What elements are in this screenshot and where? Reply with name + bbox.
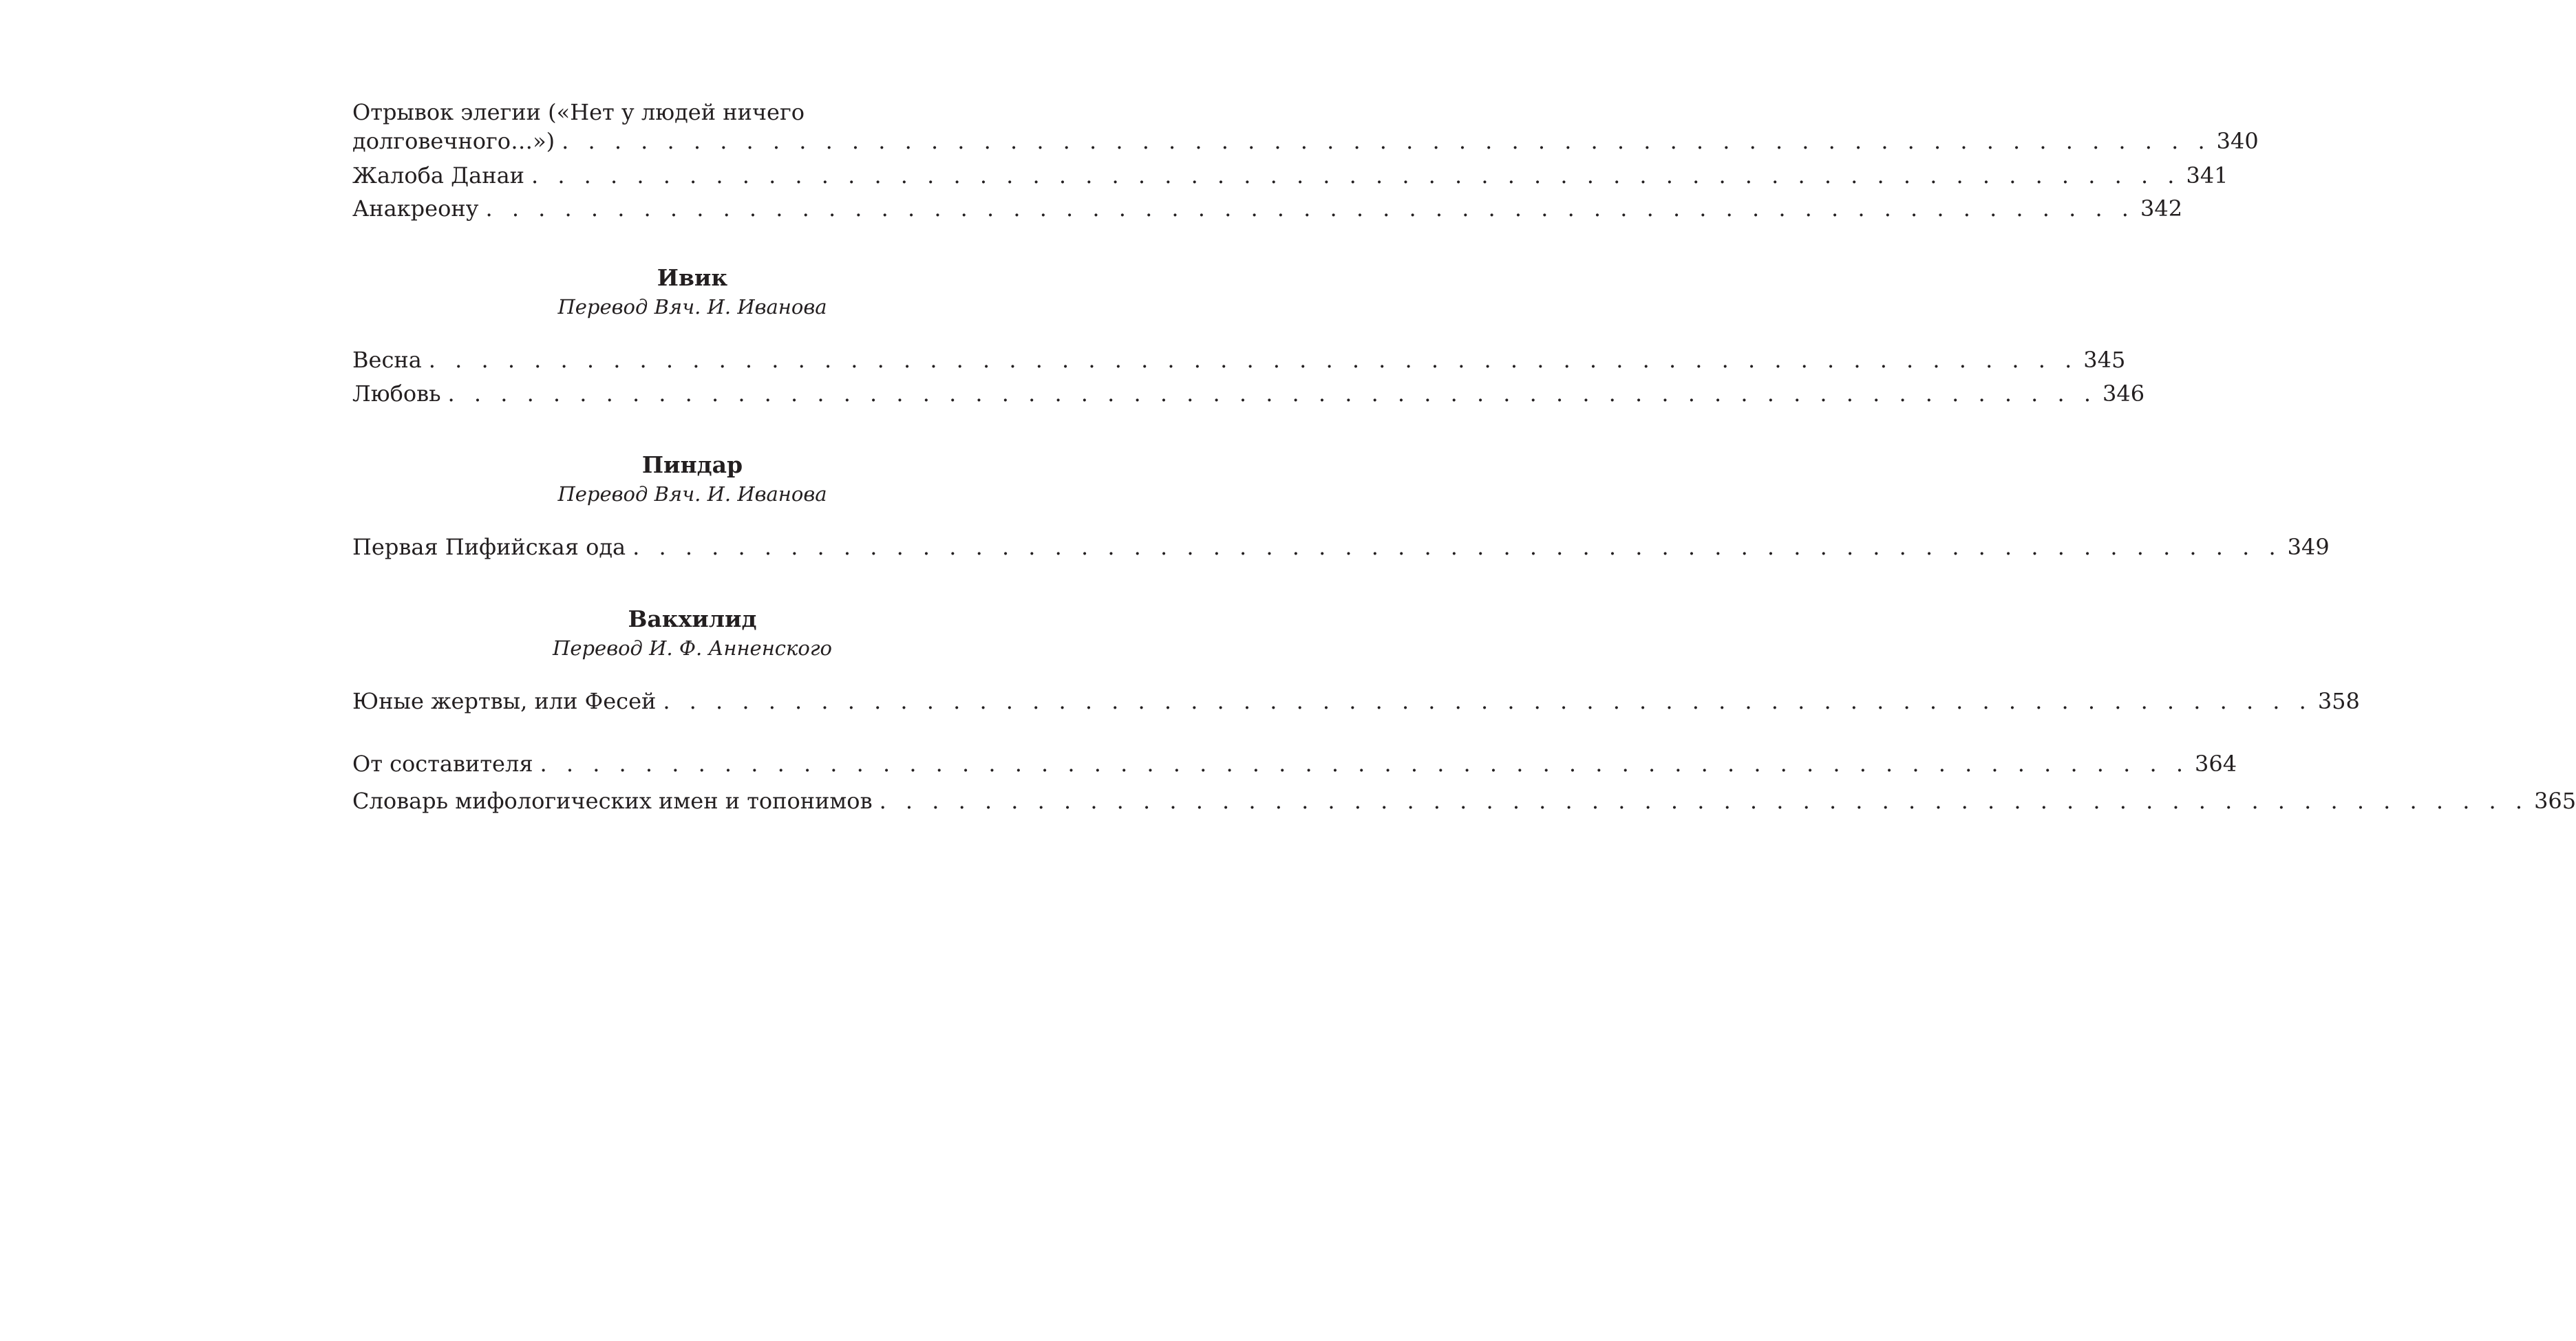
- toc-section-entries: [352, 533, 2330, 561]
- toc-entry-title: Любовь: [352, 380, 441, 407]
- toc-entry[interactable]: [352, 379, 2145, 408]
- toc-entry-page: 349: [2287, 534, 2330, 560]
- toc-entry-page: 358: [2317, 688, 2360, 714]
- section-translator: Перевод И. Ф. Анненского: [553, 636, 832, 660]
- toc-section-entries: [352, 687, 2360, 716]
- toc-entry-title: От составителя: [352, 751, 533, 777]
- toc-entry[interactable]: [352, 687, 2360, 716]
- toc-entry[interactable]: [352, 127, 2259, 155]
- toc-entry-title-line: Отрывок элегии («Нет у людей ничего: [352, 99, 805, 125]
- toc-entry-title: Словарь мифологических имен и топонимов: [352, 788, 873, 814]
- toc-section: [352, 450, 1032, 508]
- toc-entry-page: 340: [2216, 128, 2259, 154]
- toc-entry-page: 364: [2194, 751, 2237, 777]
- dot-leader: . . . . . . . . . . . . . . . . . . . . . . . . . . . . . . . . . . . . . . . . . . . . . . . . . . . . . . . . . . . . . . .: [632, 534, 2282, 560]
- toc-entry-page: 346: [2103, 380, 2145, 407]
- toc-entry[interactable]: [352, 786, 2576, 815]
- toc-entry-title: Анакреону: [352, 195, 479, 222]
- section-translator: Перевод Вяч. И. Иванова: [557, 295, 827, 319]
- toc-entry-title: долговечного…»): [352, 128, 555, 154]
- toc-entry-page: 345: [2083, 347, 2126, 373]
- toc-entry-page: 341: [2186, 162, 2228, 189]
- toc-section-entries: [352, 345, 2145, 408]
- toc-entry[interactable]: [352, 161, 2228, 190]
- dot-leader: . . . . . . . . . . . . . . . . . . . . . . . . . . . . . . . . . . . . . . . . . . . . . . . . . . . . . . . . . . . . . . .: [879, 788, 2529, 814]
- toc-entry[interactable]: [352, 194, 2183, 223]
- dot-leader: . . . . . . . . . . . . . . . . . . . . . . . . . . . . . . . . . . . . . . . . . . . . . . . . . . . . . . . . . . . . . . .: [428, 347, 2078, 373]
- section-author: Ивик: [657, 264, 728, 291]
- toc-entry-page: 365: [2534, 788, 2576, 814]
- toc-section: [352, 263, 1032, 321]
- dot-leader: . . . . . . . . . . . . . . . . . . . . . . . . . . . . . . . . . . . . . . . . . . . . . . . . . . . . . . . . . . . . . . .: [485, 195, 2135, 222]
- toc-entry-title: Весна: [352, 347, 422, 373]
- dot-leader: . . . . . . . . . . . . . . . . . . . . . . . . . . . . . . . . . . . . . . . . . . . . . . . . . . . . . . . . . . . . . . .: [663, 688, 2312, 714]
- toc-entry-title: Жалоба Данаи: [352, 162, 524, 189]
- dot-leader: . . . . . . . . . . . . . . . . . . . . . . . . . . . . . . . . . . . . . . . . . . . . . . . . . . . . . . . . . . . . . . .: [540, 751, 2189, 777]
- section-author: Вакхилид: [628, 605, 757, 632]
- section-author: Пиндар: [641, 451, 743, 478]
- dot-leader: . . . . . . . . . . . . . . . . . . . . . . . . . . . . . . . . . . . . . . . . . . . . . . . . . . . . . . . . . . . . . . .: [531, 162, 2181, 189]
- toc-bottom-group: [352, 749, 2576, 815]
- toc-entry[interactable]: [352, 345, 2126, 374]
- dot-leader: . . . . . . . . . . . . . . . . . . . . . . . . . . . . . . . . . . . . . . . . . . . . . . . . . . . . . . . . . . . . . . .: [447, 380, 2098, 407]
- toc-entry-title: Первая Пифийская ода: [352, 534, 626, 560]
- toc-top-group: [352, 98, 2259, 223]
- toc-entry-title: Юные жертвы, или Фесей: [352, 688, 657, 714]
- toc-section: [352, 604, 1032, 662]
- toc-entry[interactable]: [352, 749, 2237, 778]
- toc-entry[interactable]: [352, 533, 2330, 561]
- toc-entry-page: 342: [2140, 195, 2183, 222]
- dot-leader: . . . . . . . . . . . . . . . . . . . . . . . . . . . . . . . . . . . . . . . . . . . . . . . . . . . . . . . . . . . . . . .: [562, 128, 2211, 154]
- section-translator: Перевод Вяч. И. Иванова: [557, 482, 827, 506]
